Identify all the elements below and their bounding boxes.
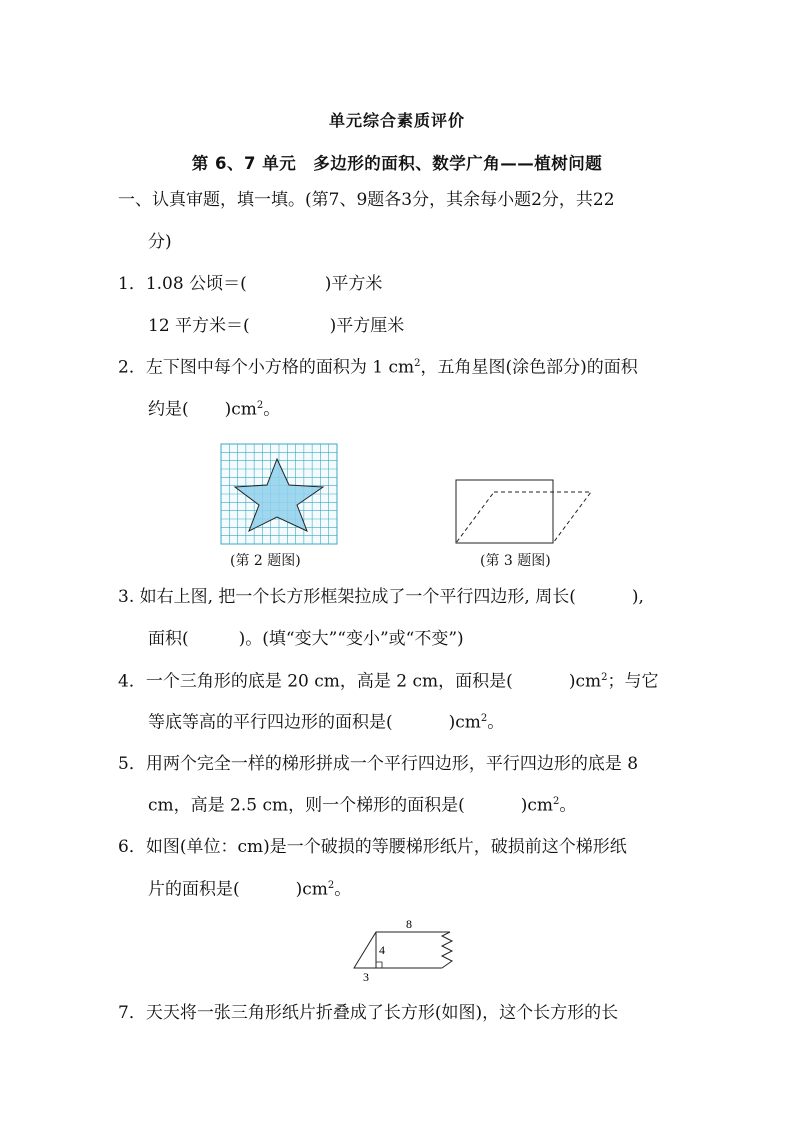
section-heading-line1: 一、认真审题，填一填。(第7、9题各3分，其余每小题2分，共22 xyxy=(118,190,615,210)
superscript: 2 xyxy=(480,713,488,724)
question-3-line1 xyxy=(118,589,644,606)
question-4-line2 xyxy=(148,714,504,732)
question-1-line2 xyxy=(148,318,404,335)
superscript: 2 xyxy=(601,672,608,683)
q6-unit: )cm xyxy=(295,879,328,900)
question-number: 6． xyxy=(118,837,146,857)
figure-2-caption: (第 2 题图) xyxy=(230,553,301,569)
superscript: 2 xyxy=(414,358,421,369)
rectangle-frame xyxy=(456,480,553,543)
q2-text2: 约是( xyxy=(148,399,189,420)
q5-unit: )cm xyxy=(520,795,554,816)
star-grid-figure xyxy=(219,443,339,545)
unit-subtitle: 第 6、7 单元 多边形的面积、数学广角——植树问题 xyxy=(191,154,603,173)
q6-text2: 片的面积是( xyxy=(148,879,240,900)
question-2-line1 xyxy=(118,359,638,377)
q3-text: 3. 如右上图, 把一个长方形框架拉成了一个平行四边形, 周长( xyxy=(118,587,576,607)
right-angle-mark xyxy=(376,962,382,968)
q6-text: 如图(单位：cm)是一个破损的等腰梯形纸片，破损前这个梯形纸 xyxy=(145,837,627,857)
broken-trapezoid-figure xyxy=(348,914,460,986)
q5-text2: cm，高是 2.5 cm，则一个梯形的面积是( xyxy=(148,795,465,816)
q3-text2: 面积( xyxy=(148,629,189,649)
question-7-line1 xyxy=(118,1005,618,1022)
figure-3-caption: (第 3 题图) xyxy=(480,553,551,569)
question-number: 4． xyxy=(118,671,146,692)
question-6-line1 xyxy=(118,839,627,856)
superscript: 2 xyxy=(327,880,335,891)
q1-b-unit: )平方厘米 xyxy=(329,316,405,336)
question-number: 7． xyxy=(118,1003,146,1023)
q4-unit: )cm xyxy=(568,671,602,692)
question-5-line1 xyxy=(118,756,638,773)
superscript: 2 xyxy=(256,400,264,411)
question-5-line2 xyxy=(148,797,576,815)
q3-text-end: ), xyxy=(631,587,644,607)
label-height: 4 xyxy=(379,943,385,957)
q2-text-cont: ，五角星图(涂色部分)的面积 xyxy=(420,357,638,378)
q2-end: 。 xyxy=(263,399,281,420)
question-2-line2 xyxy=(148,401,280,419)
q3-text2-end: )。(填“变大”“变小”或“不变”) xyxy=(238,629,464,649)
q4-end: ；与它 xyxy=(607,671,659,692)
q7-text: 天天将一张三角形纸片折叠成了长方形(如图)，这个长方形的长 xyxy=(145,1003,619,1023)
parallelogram-dashed xyxy=(456,492,591,543)
q2-unit: )cm xyxy=(224,399,257,420)
q4-text2: 等底等高的平行四边形的面积是( xyxy=(148,712,393,733)
q4-end2: 。 xyxy=(487,712,505,733)
question-1-line1 xyxy=(118,276,382,293)
rectangle-parallelogram-figure xyxy=(452,476,596,548)
superscript: 2 xyxy=(553,796,560,807)
trapezoid-outline xyxy=(354,932,450,968)
q4-text: 一个三角形的底是 20 cm，高是 2 cm，面积是( xyxy=(145,671,513,692)
q6-end: 。 xyxy=(334,879,352,900)
q1-a-text: 1.08 公顷＝( xyxy=(145,274,247,294)
q5-end: 。 xyxy=(559,795,577,816)
question-number: 1． xyxy=(118,274,146,294)
question-6-line2 xyxy=(148,881,351,899)
q5-text: 用两个完全一样的梯形拼成一个平行四边形，平行四边形的底是 8 xyxy=(145,754,639,774)
q4-unit2: )cm xyxy=(448,712,481,733)
label-top: 8 xyxy=(406,917,412,931)
question-number: 5． xyxy=(118,754,146,774)
question-4-line1 xyxy=(118,673,658,691)
q1-a-unit: )平方米 xyxy=(324,274,383,294)
page-title: 单元综合素质评价 xyxy=(328,111,465,130)
break-zigzag xyxy=(442,932,452,968)
q1-b-text: 12 平方米＝( xyxy=(148,316,250,336)
question-number: 2． xyxy=(118,357,146,378)
label-bottom: 3 xyxy=(363,970,369,984)
q2-text: 左下图中每个小方格的面积为 1 cm xyxy=(145,357,415,378)
section-heading-line2: 分) xyxy=(148,232,172,252)
question-3-line2 xyxy=(148,631,464,648)
